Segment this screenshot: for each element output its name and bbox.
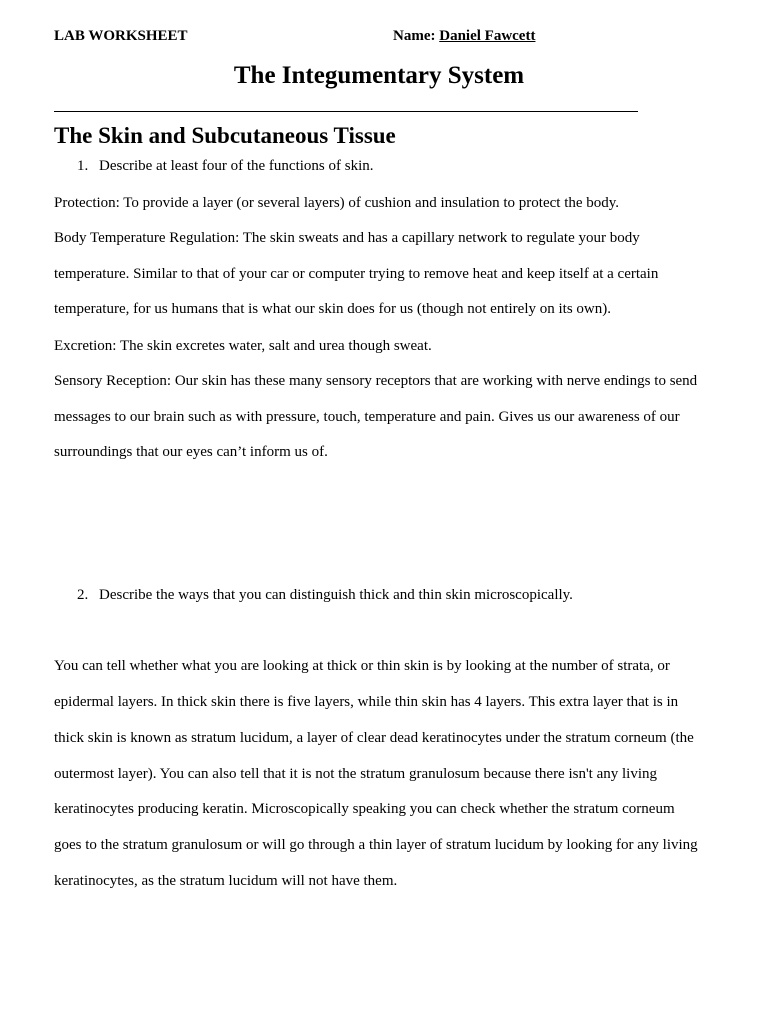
answer-line: Excretion: The skin excretes water, salt and urea though sweat. bbox=[54, 338, 432, 354]
section-heading: The Skin and Subcutaneous Tissue bbox=[54, 123, 396, 148]
name-value: Daniel Fawcett bbox=[439, 28, 536, 44]
answer-line: keratinocytes producing keratin. Microscopically speaking you can check whether the stratum corneum bbox=[54, 801, 675, 817]
question-number: 1. bbox=[77, 158, 89, 174]
answer-line: temperature, for us humans that is what our skin does for us (though not entirely on its own). bbox=[54, 301, 611, 317]
answer-line: messages to our brain such as with pressure, touch, temperature and pain. Gives us our awareness of our bbox=[54, 409, 680, 425]
answer-line: thick skin is known as stratum lucidum, a layer of clear dead keratinocytes under the stratum corneum (the bbox=[54, 730, 694, 746]
name-label: Name: bbox=[393, 28, 436, 44]
question-2 bbox=[0, 587, 760, 607]
title-divider bbox=[54, 111, 638, 112]
answer-line: goes to the stratum granulosum or will go through a thin layer of stratum lucidum by looking for any living bbox=[54, 837, 698, 853]
answer-line: Sensory Reception: Our skin has these many sensory receptors that are working with nerve endings to send bbox=[54, 373, 698, 389]
answer-line: keratinocytes, as the stratum lucidum will not have them. bbox=[54, 873, 398, 889]
answer-line: surroundings that our eyes can’t inform us of. bbox=[54, 444, 328, 460]
question-text: Describe at least four of the functions of skin. bbox=[99, 158, 374, 174]
question-number: 2. bbox=[77, 587, 89, 603]
answer-line: epidermal layers. In thick skin there is five layers, while thin skin has 4 layers. This extra layer that is in bbox=[54, 694, 679, 710]
answer-line: temperature. Similar to that of your car or computer trying to remove heat and keep itself at a certain bbox=[54, 266, 659, 282]
name-line bbox=[393, 28, 629, 45]
answer-line: Protection: To provide a layer (or several layers) of cushion and insulation to protect the body. bbox=[54, 195, 620, 211]
question-text: Describe the ways that you can distinguish thick and thin skin microscopically. bbox=[99, 587, 573, 603]
question-1 bbox=[0, 158, 760, 178]
answer-line: Body Temperature Regulation: The skin sweats and has a capillary network to regulate your body bbox=[54, 230, 640, 246]
document-title: The Integumentary System bbox=[233, 62, 525, 89]
answer-line: outermost layer). You can also tell that it is not the stratum granulosum because there isn't any living bbox=[54, 766, 658, 782]
worksheet-label: LAB WORKSHEET bbox=[54, 28, 188, 44]
answer-line: You can tell whether what you are looking at thick or thin skin is by looking at the number of strata, or bbox=[54, 658, 670, 674]
